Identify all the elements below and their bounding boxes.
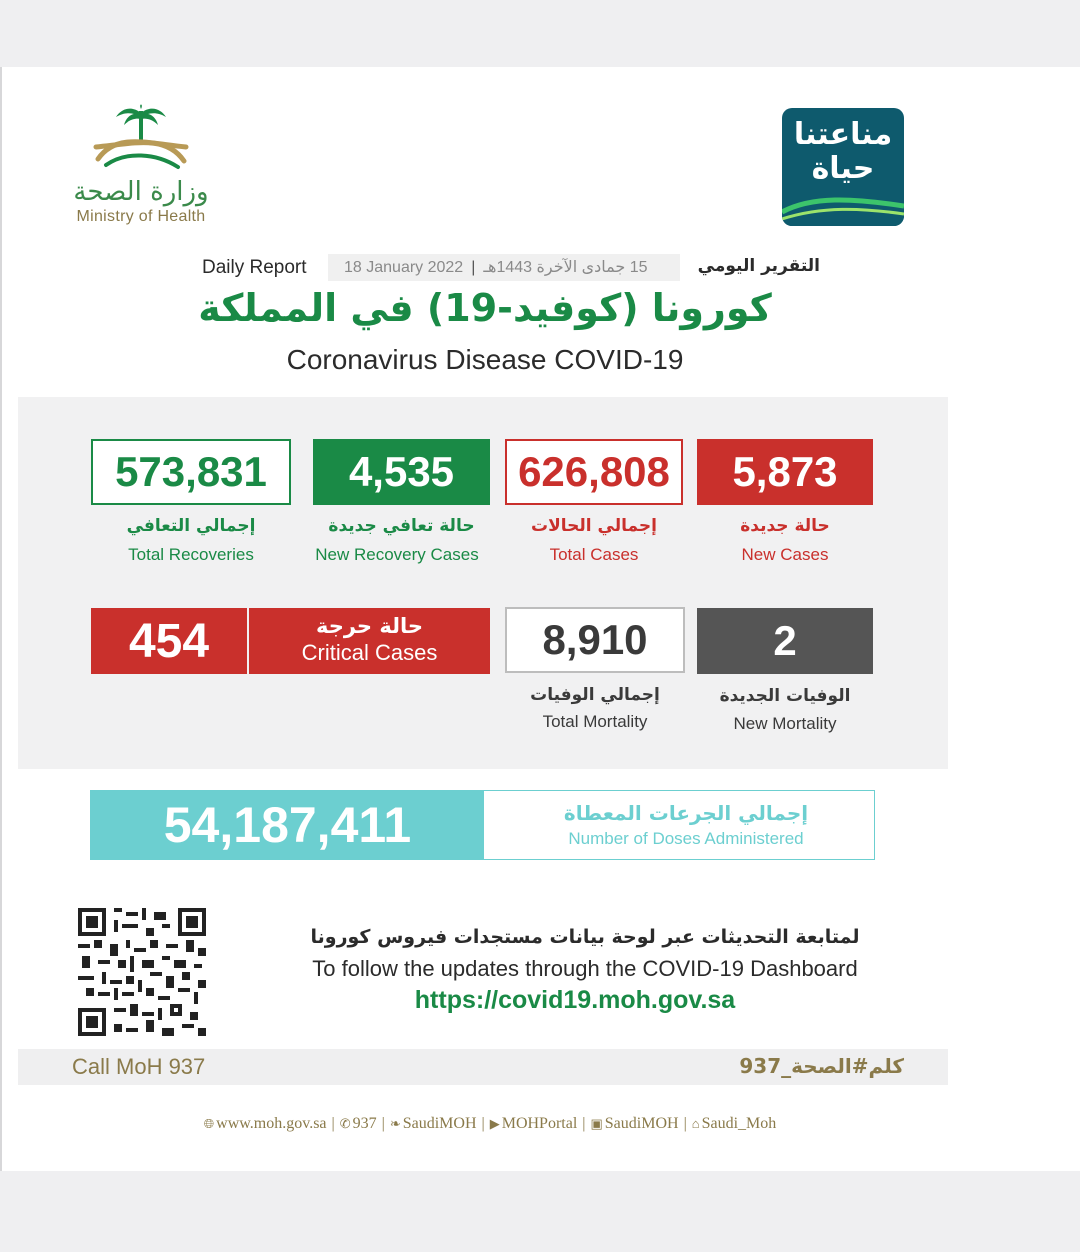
footer-twitter[interactable]: SaudiMOH bbox=[402, 1115, 477, 1132]
page-title-ar: كورونا (كوفيد-19) في المملكة bbox=[198, 286, 772, 330]
call-bar bbox=[18, 1049, 948, 1085]
dashboard-text-en: To follow the updates through the COVID-19 Dashboard bbox=[312, 956, 858, 981]
total-mortality-box bbox=[505, 607, 685, 673]
total-recoveries-value: 573,831 bbox=[115, 448, 267, 495]
dashboard-text-ar: لمتابعة التحديثات عبر لوحة بيانات مستجدات فيروس كورونا bbox=[310, 926, 860, 948]
critical-label-box bbox=[249, 608, 490, 674]
moh-logo bbox=[66, 103, 216, 233]
campaign-logo-icon bbox=[782, 186, 904, 226]
dashboard-link[interactable]: https://covid19.moh.gov.sa bbox=[414, 986, 736, 1014]
daily-report-label-ar: التقرير اليومي bbox=[697, 256, 820, 276]
doses-label-ar: إجمالي الجرعات المعطاة bbox=[563, 801, 809, 825]
footer-links bbox=[150, 1112, 830, 1136]
qr-code-icon[interactable] bbox=[78, 908, 206, 1036]
new-cases-label-ar: حالة جديدة bbox=[740, 516, 830, 536]
total-cases-box bbox=[505, 439, 683, 505]
total-mortality-value: 8,910 bbox=[542, 616, 648, 663]
total-cases-label-ar: إجمالي الحالات bbox=[531, 516, 657, 536]
phone-icon: ✆ bbox=[339, 1116, 351, 1131]
new-recoveries-value: 4,535 bbox=[348, 448, 455, 495]
instagram-icon: ▣ bbox=[590, 1116, 603, 1131]
campaign-line-1: مناعتنا bbox=[793, 117, 893, 152]
moh-emblem-icon bbox=[86, 103, 196, 175]
doses-value: 54,187,411 bbox=[91, 791, 484, 859]
campaign-logo bbox=[782, 108, 904, 226]
new-recoveries-label-ar: حالة تعافي جديدة bbox=[328, 516, 475, 536]
total-recoveries-label-en: Total Recoveries bbox=[128, 545, 254, 564]
critical-value: 454 bbox=[128, 614, 210, 668]
new-cases-value: 5,873 bbox=[732, 448, 838, 495]
new-mortality-value: 2 bbox=[773, 617, 797, 664]
total-recoveries-label-ar: إجمالي التعافي bbox=[126, 516, 256, 536]
total-cases-value: 626,808 bbox=[518, 448, 670, 495]
doses-banner bbox=[90, 790, 875, 860]
footer-website[interactable]: www.moh.gov.sa bbox=[216, 1115, 327, 1132]
total-mortality-label-ar: إجمالي الوفيات bbox=[530, 685, 660, 705]
new-recoveries-box bbox=[313, 439, 490, 505]
doses-label-en: Number of Doses Administered bbox=[568, 829, 804, 848]
moh-name-en: Ministry of Health bbox=[76, 208, 206, 225]
date-separator: | bbox=[471, 259, 476, 276]
report-row bbox=[200, 254, 840, 282]
date-gregorian: 18 January 2022 bbox=[344, 259, 464, 276]
globe-icon: 🌐︎ bbox=[203, 1116, 215, 1131]
critical-label-en: Critical Cases bbox=[301, 640, 438, 665]
critical-value-box bbox=[91, 608, 247, 674]
footer-separator: | bbox=[331, 1115, 335, 1132]
footer-separator: | bbox=[381, 1115, 385, 1132]
critical-label-ar: حالة حرجة bbox=[315, 614, 424, 638]
youtube-icon: ▶ bbox=[489, 1116, 500, 1131]
new-mortality-box bbox=[697, 608, 873, 674]
date-hijri: 15 جمادى الآخرة 1443هـ bbox=[483, 259, 648, 276]
footer-instagram[interactable]: SaudiMOH bbox=[604, 1115, 679, 1132]
date-box bbox=[328, 254, 680, 281]
total-recoveries-box bbox=[91, 439, 291, 505]
footer-separator: | bbox=[582, 1115, 586, 1132]
new-mortality-label-ar: الوفيات الجديدة bbox=[719, 686, 851, 706]
twitter-icon: ❧ bbox=[389, 1116, 401, 1131]
call-label-ar: كلم#الصحة_937 bbox=[739, 1054, 904, 1078]
footer-separator: | bbox=[683, 1115, 687, 1132]
campaign-line-2: حياة bbox=[811, 151, 875, 186]
footer-youtube[interactable]: MOHPortal bbox=[501, 1115, 578, 1132]
page-title-en: Coronavirus Disease COVID-19 bbox=[286, 344, 684, 375]
footer-snapchat[interactable]: Saudi_Moh bbox=[701, 1115, 777, 1132]
snapchat-icon: ⌂ bbox=[691, 1116, 700, 1131]
daily-report-label: Daily Report bbox=[202, 257, 307, 278]
footer-phone[interactable]: 937 bbox=[352, 1115, 377, 1132]
new-cases-label-en: New Cases bbox=[741, 545, 829, 564]
new-cases-box bbox=[697, 439, 873, 505]
new-recoveries-label-en: New Recovery Cases bbox=[315, 545, 479, 564]
total-mortality-label-en: Total Mortality bbox=[542, 712, 648, 731]
moh-name-ar: وزارة الصحة bbox=[73, 177, 209, 207]
footer-separator: | bbox=[481, 1115, 485, 1132]
new-mortality-label-en: New Mortality bbox=[733, 714, 837, 733]
total-cases-label-en: Total Cases bbox=[549, 545, 639, 564]
call-label-en: Call MoH 937 bbox=[72, 1054, 206, 1079]
